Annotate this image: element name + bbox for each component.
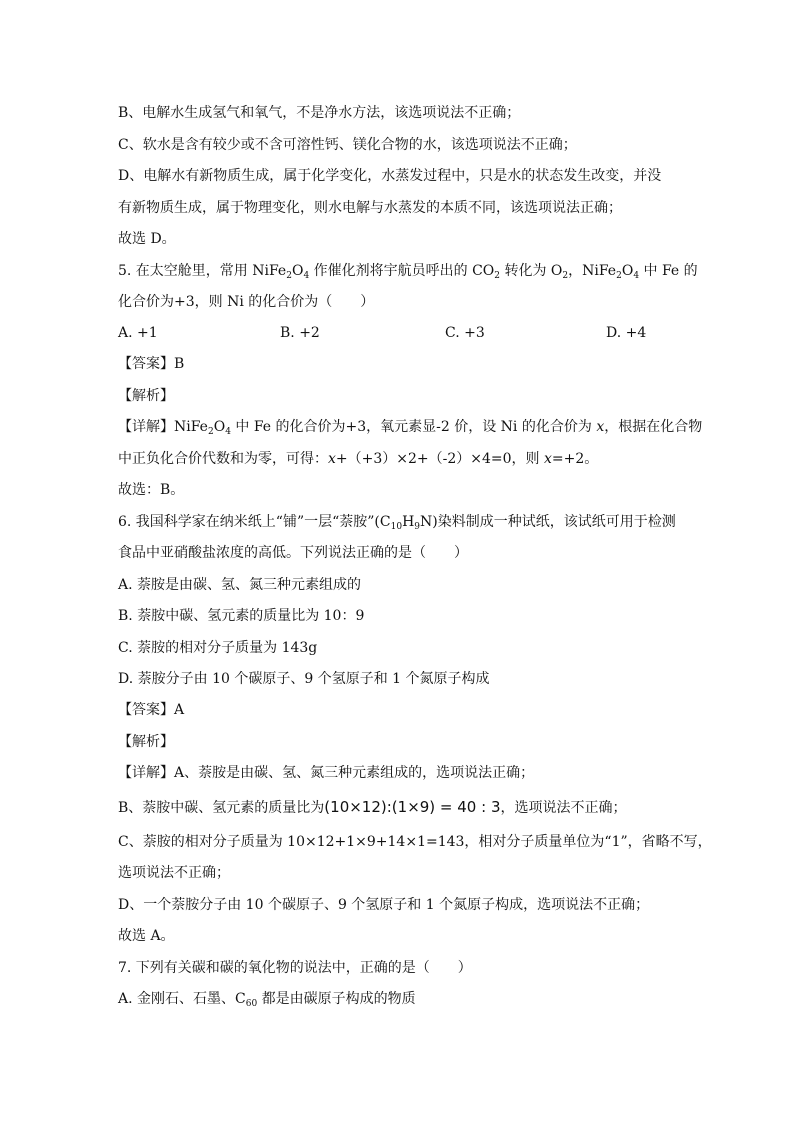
q6-stem-line2: 食品中亚硝酸盐浓度的高低。下列说法正确的是（ ） [118, 545, 468, 561]
q5-stem-line2: 化合价为+3，则 Ni 的化合价为（ ） [118, 294, 375, 310]
q6-detail-c-line2: 选项说法不正确； [118, 865, 230, 881]
q6-option-d: D. 萘胺分子由 10 个碳原子、9 个氢原子和 1 个氮原子构成 [118, 671, 490, 687]
q5-option-a: A. +1 [118, 325, 158, 341]
q6-detail-c-line1: C、萘胺的相对分子质量为 10×12+1×9+14×1=143，相对分子质量单位为“1”，省略不写， [118, 834, 712, 850]
q6-analysis-heading: 【解析】 [118, 734, 174, 750]
q7-option-a: A. 金刚石、石墨、$C_{60}$ 都是由碳原子构成的物质 [118, 991, 416, 1009]
q7-stem: 7. 下列有关碳和碳的氧化物的说法中，正确的是（ ） [118, 960, 472, 976]
q5-option-c: C. +3 [445, 325, 485, 341]
q4-option-d-explanation-line1: D、电解水有新物质生成，属于化学变化，水蒸发过程中，只是水的状态发生改变，并没 [118, 168, 662, 184]
q6-detail-d: D、一个萘胺分子由 10 个碳原子、9 个氢原子和 1 个氮原子构成，选项说法不正确； [118, 897, 650, 913]
q5-option-b: B. +2 [280, 325, 320, 341]
q5-analysis-heading: 【解析】 [118, 388, 174, 404]
q6-stem-line1: 6. 我国科学家在纳米纸上“铺”一层“萘胺$”(C_{10}H_9N)$染料制成一种试纸，该试纸可用于检测 [118, 514, 676, 532]
q5-option-d: D. +4 [606, 325, 647, 341]
q5-stem-line1: 5. 在太空舱里，常用 $NiFe_2O_4$ 作催化剂将宇航员呼出的 $CO_2$ 转化为 $O_2$，$NiFe_2O_4$ 中 Fe 的 [118, 263, 698, 281]
q6-answer: 【答案】A [118, 702, 185, 718]
q5-detail-line2: 中正负化合价代数和为零，可得：x+（+3）×2+（-2）×4=0，则 x=+2。 [118, 451, 599, 467]
q6-detail-b: B、萘胺中碳、氢元素的质量比为(10×12):(1×9) = 40 : 3，选项说法不正确； [118, 798, 627, 816]
q6-detail-a: 【详解】A、萘胺是由碳、氢、氮三种元素组成的，选项说法正确； [118, 765, 535, 781]
q6-option-a: A. 萘胺是由碳、氢、氮三种元素组成的 [118, 577, 362, 593]
q6-selection: 故选 A。 [118, 928, 175, 944]
q4-option-c-explanation: C、软水是含有较少或不含可溶性钙、镁化合物的水，该选项说法不正确； [118, 137, 577, 153]
q4-option-b-explanation: B、电解水生成氢气和氧气，不是净水方法，该选项说法不正确； [118, 105, 521, 121]
q6-option-c: C. 萘胺的相对分子质量为 143g [118, 640, 318, 656]
q4-option-d-explanation-line2: 有新物质生成，属于物理变化，则水电解与水蒸发的本质不同，该选项说法正确； [118, 200, 622, 216]
q5-selection: 故选：B。 [118, 482, 185, 498]
q5-answer: 【答案】B [118, 356, 185, 372]
q5-detail-line1: 【详解】$NiFe_2O_4$ 中 Fe 的化合价为+3，氧元素显-2 价，设 Ni 的化合价为 x，根据在化合物 [118, 419, 703, 437]
q4-selection: 故选 D。 [118, 231, 176, 247]
q6-mass-ratio-formula: (10×12):(1×9) = 40 : 3 [324, 798, 501, 816]
q6-option-b: B. 萘胺中碳、氢元素的质量比为 10：9 [118, 608, 365, 624]
